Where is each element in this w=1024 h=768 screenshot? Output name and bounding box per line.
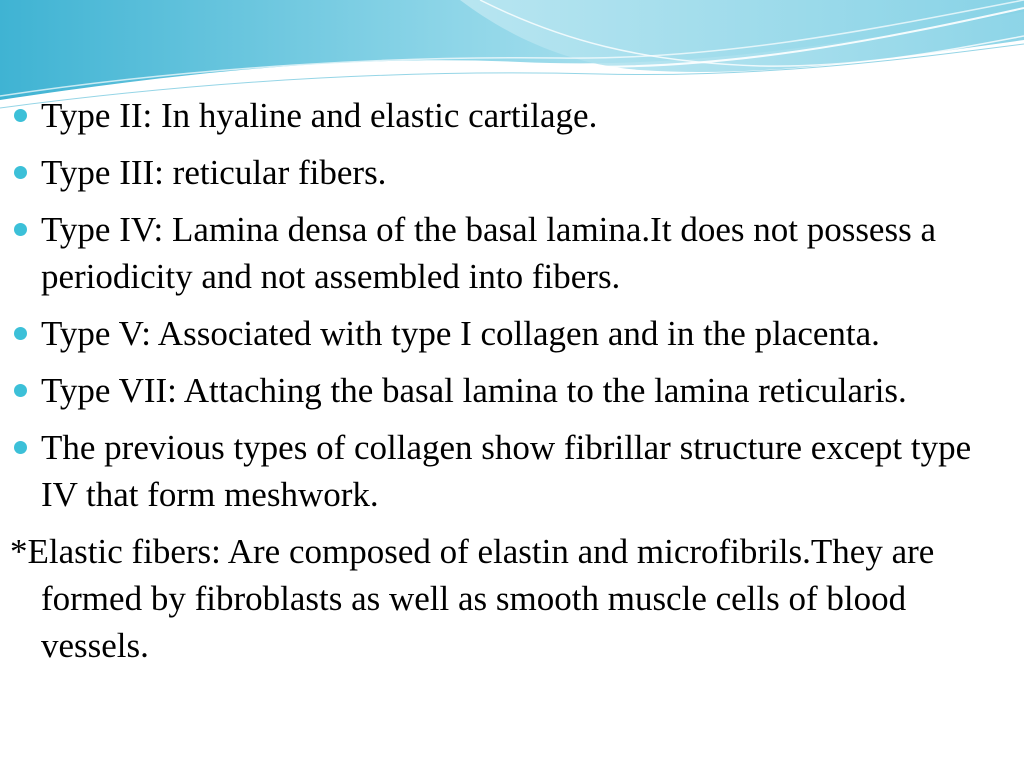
bullet-text: Type III: reticular fibers. [41,153,387,192]
bullet-text: Type IV: Lamina densa of the basal lamina.It does not possess a periodicity and not assembled into fibers. [41,210,936,296]
bullet-item-type-vii [0,367,1024,414]
bullet-item-type-ii [0,92,1024,139]
bullet-text: Type VII: Attaching the basal lamina to the lamina reticularis. [41,371,907,410]
bullet-item-fibrillar-structure [0,424,1024,518]
elastic-fibers-note: *Elastic fibers: Are composed of elastin and microfibrils.They are formed by fibroblasts as well as smooth muscle cells of blood vessels. [10,532,935,665]
bullet-item-type-iv [0,206,1024,300]
bullet-item-type-iii [0,149,1024,196]
slide-content [0,92,1024,669]
bullet-text: The previous types of collagen show fibrillar structure except type IV that form meshwork. [41,428,972,514]
bullet-dot-icon [14,327,27,340]
bullet-dot-icon [14,166,27,179]
bullet-dot-icon [14,384,27,397]
bullet-list [0,92,1024,518]
bullet-text: Type V: Associated with type I collagen and in the placenta. [41,314,880,353]
bullet-dot-icon [14,223,27,236]
bullet-dot-icon [14,109,27,122]
bullet-text: Type II: In hyaline and elastic cartilage. [41,96,598,135]
bullet-dot-icon [14,441,27,454]
bullet-item-type-v [0,310,1024,357]
